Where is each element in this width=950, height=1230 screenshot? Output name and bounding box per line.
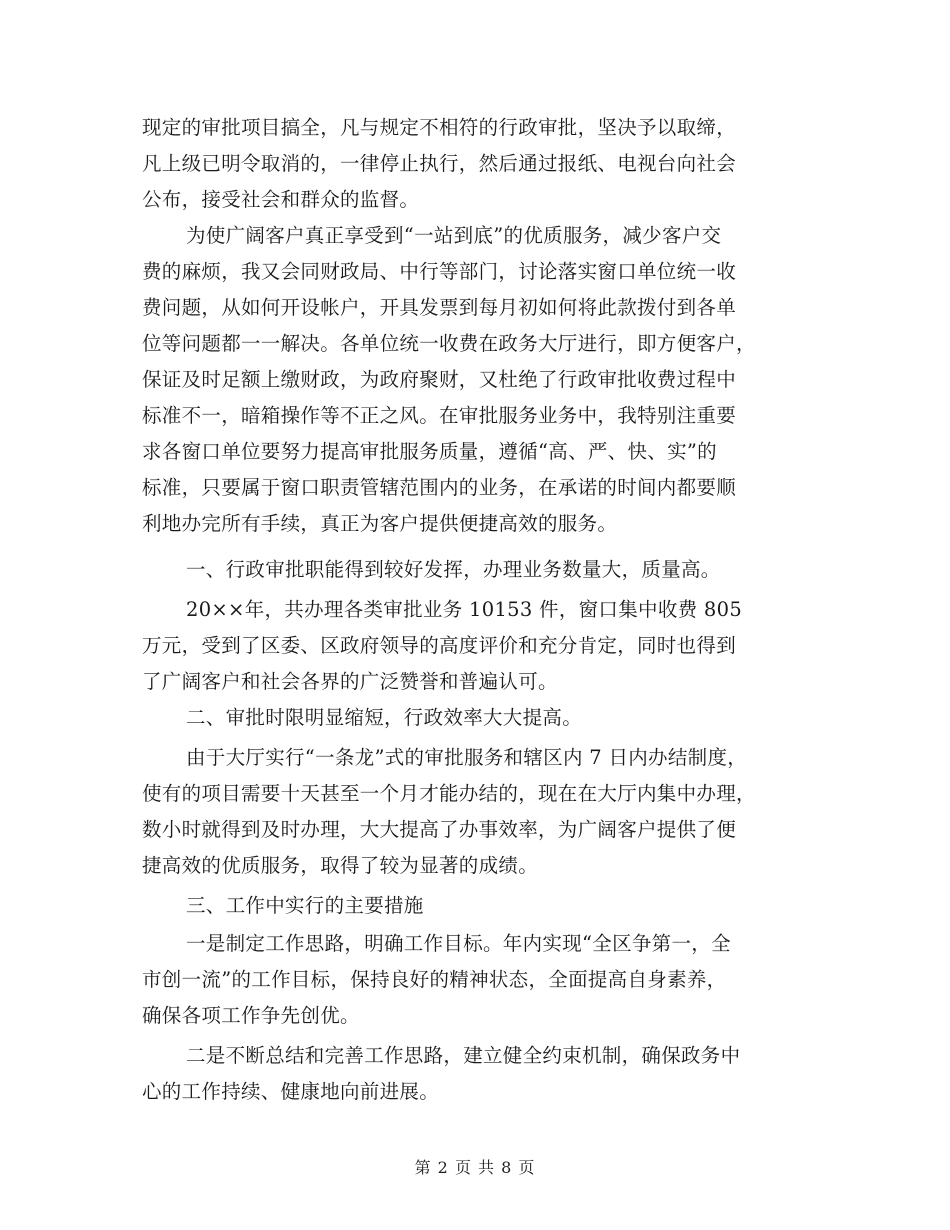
page-footer: 第 2 页 共 8 页 (414, 1158, 536, 1177)
section-heading: 二、审批时限明显缩短，行政效率大大提高。 (186, 706, 583, 729)
text-line: 标准不一，暗箱操作等不正之风。在审批服务业务中，我特别注重要 (142, 404, 737, 427)
text-line: 万元，受到了区委、区政府领导的高度评价和充分肯定，同时也得到 (142, 634, 737, 657)
text-line: 确保各项工作争先创优。 (142, 1004, 360, 1027)
text-line: 捷高效的优质服务，取得了较为显著的成绩。 (142, 854, 539, 877)
text-line: 数小时就得到及时办理，大大提高了办事效率，为广阔客户提供了便 (142, 818, 737, 841)
section-heading: 一、行政审批职能得到较好发挥，办理业务数量大，质量高。 (186, 558, 721, 581)
text-line: 一是制定工作思路，明确工作目标。年内实现“全区争第一，全 (186, 932, 731, 955)
text-line: 现定的审批项目搞全，凡与规定不相符的行政审批，坚决予以取缔， (142, 116, 737, 139)
text-line: 凡上级已明令取消的，一律停止执行，然后通过报纸、电视台向社会 (142, 152, 737, 175)
text-line: 费的麻烦，我又会同财政局、中行等部门，讨论落实窗口单位统一收 (142, 260, 737, 283)
text-line: 为使广阔客户真正享受到“一站到底”的优质服务，减少客户交 (186, 224, 722, 247)
text-line: 求各窗口单位要努力提高审批服务质量，遵循“高、严、快、实”的 (142, 440, 717, 463)
text-line: 利地办完所有手续，真正为客户提供便捷高效的服务。 (142, 512, 618, 535)
text-line: 保证及时足额上缴财政，为政府聚财，又杜绝了行政审批收费过程中 (142, 368, 737, 391)
text-line: 了广阔客户和社会各界的广泛赞誉和普遍认可。 (142, 670, 558, 693)
text-line: 公布，接受社会和群众的监督。 (142, 188, 420, 211)
text-line: 标准，只要属于窗口职责管辖范围内的业务，在承诺的时间内都要顺 (142, 476, 737, 499)
text-line: 位等问题都一一解决。各单位统一收费在政务大厅进行，即方便客户， (142, 332, 756, 355)
text-line: 使有的项目需要十天甚至一个月才能办结的，现在在大厅内集中办理， (142, 782, 756, 805)
text-line: 由于大厅实行“一条龙”式的审批服务和辖区内 7 日内办结制度， (186, 746, 748, 769)
section-heading: 三、工作中实行的主要措施 (186, 894, 424, 917)
text-line: 20××年，共办理各类审批业务 10153 件，窗口集中收费 805 (186, 598, 743, 621)
text-line: 心的工作持续、健康地向前进展。 (142, 1080, 440, 1103)
text-line: 费问题，从如何开设帐户，开具发票到每月初如何将此款拨付到各单 (142, 296, 737, 319)
text-line: 市创一流”的工作目标，保持良好的精神状态，全面提高自身素养， (142, 968, 727, 991)
text-line: 二是不断总结和完善工作思路，建立健全约束机制，确保政务中 (186, 1044, 741, 1067)
